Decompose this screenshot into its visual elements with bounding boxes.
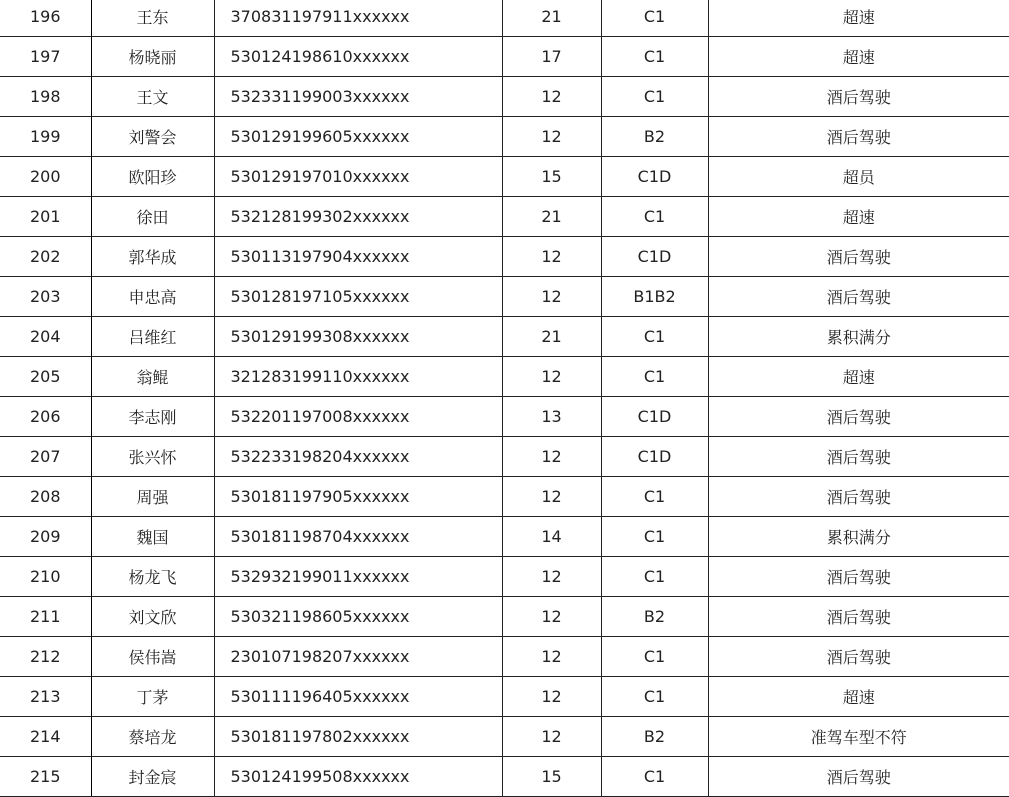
id-number: 530129199605xxxxxx bbox=[214, 117, 502, 157]
table-row bbox=[0, 557, 1009, 597]
violation-reason: 酒后驾驶 bbox=[708, 637, 1009, 677]
violation-reason: 酒后驾驶 bbox=[708, 277, 1009, 317]
license-class: C1 bbox=[601, 357, 708, 397]
table-row bbox=[0, 157, 1009, 197]
driver-name: 郭华成 bbox=[91, 237, 214, 277]
id-number: 530181197905xxxxxx bbox=[214, 477, 502, 517]
id-number: 532128199302xxxxxx bbox=[214, 197, 502, 237]
violation-reason: 超速 bbox=[708, 37, 1009, 77]
table-row bbox=[0, 37, 1009, 77]
license-class: C1 bbox=[601, 317, 708, 357]
row-number: 205 bbox=[0, 357, 91, 397]
violation-reason: 酒后驾驶 bbox=[708, 597, 1009, 637]
penalty-points: 17 bbox=[502, 37, 601, 77]
driver-name: 杨晓丽 bbox=[91, 37, 214, 77]
license-class: C1D bbox=[601, 437, 708, 477]
violation-reason: 超速 bbox=[708, 197, 1009, 237]
penalty-points: 12 bbox=[502, 117, 601, 157]
row-number: 204 bbox=[0, 317, 91, 357]
table-row bbox=[0, 77, 1009, 117]
row-number: 201 bbox=[0, 197, 91, 237]
driver-name: 刘警会 bbox=[91, 117, 214, 157]
row-number: 210 bbox=[0, 557, 91, 597]
id-number: 532932199011xxxxxx bbox=[214, 557, 502, 597]
license-class: B1B2 bbox=[601, 277, 708, 317]
license-class: C1D bbox=[601, 157, 708, 197]
violation-reason: 超速 bbox=[708, 357, 1009, 397]
penalty-points: 12 bbox=[502, 77, 601, 117]
id-number: 530111196405xxxxxx bbox=[214, 677, 502, 717]
license-class: B2 bbox=[601, 597, 708, 637]
row-number: 208 bbox=[0, 477, 91, 517]
id-number: 530113197904xxxxxx bbox=[214, 237, 502, 277]
row-number: 209 bbox=[0, 517, 91, 557]
penalty-points: 12 bbox=[502, 357, 601, 397]
id-number: 530124199508xxxxxx bbox=[214, 757, 502, 797]
driver-name: 蔡培龙 bbox=[91, 717, 214, 757]
violation-reason: 超速 bbox=[708, 677, 1009, 717]
driver-name: 翁鲲 bbox=[91, 357, 214, 397]
row-number: 199 bbox=[0, 117, 91, 157]
violation-reason: 超速 bbox=[708, 0, 1009, 37]
penalty-points: 12 bbox=[502, 277, 601, 317]
violation-reason: 酒后驾驶 bbox=[708, 437, 1009, 477]
row-number: 206 bbox=[0, 397, 91, 437]
license-class: B2 bbox=[601, 117, 708, 157]
violation-reason: 酒后驾驶 bbox=[708, 117, 1009, 157]
license-class: C1 bbox=[601, 477, 708, 517]
id-number: 370831197911xxxxxx bbox=[214, 0, 502, 37]
penalty-points: 12 bbox=[502, 677, 601, 717]
driver-name: 刘文欣 bbox=[91, 597, 214, 637]
table-row bbox=[0, 437, 1009, 477]
row-number: 196 bbox=[0, 0, 91, 37]
penalty-points: 15 bbox=[502, 757, 601, 797]
violation-reason: 超员 bbox=[708, 157, 1009, 197]
driver-name: 徐田 bbox=[91, 197, 214, 237]
violation-reason: 准驾车型不符 bbox=[708, 717, 1009, 757]
violation-reason: 酒后驾驶 bbox=[708, 237, 1009, 277]
row-number: 207 bbox=[0, 437, 91, 477]
id-number: 230107198207xxxxxx bbox=[214, 637, 502, 677]
table-row bbox=[0, 677, 1009, 717]
license-class: C1 bbox=[601, 557, 708, 597]
penalty-points: 13 bbox=[502, 397, 601, 437]
penalty-points: 21 bbox=[502, 197, 601, 237]
table-row bbox=[0, 517, 1009, 557]
penalty-points: 14 bbox=[502, 517, 601, 557]
violation-reason: 酒后驾驶 bbox=[708, 477, 1009, 517]
row-number: 214 bbox=[0, 717, 91, 757]
license-class: C1D bbox=[601, 397, 708, 437]
id-number: 530124198610xxxxxx bbox=[214, 37, 502, 77]
table-row bbox=[0, 0, 1009, 37]
id-number: 532331199003xxxxxx bbox=[214, 77, 502, 117]
penalty-points: 12 bbox=[502, 557, 601, 597]
license-class: C1 bbox=[601, 677, 708, 717]
id-number: 530181197802xxxxxx bbox=[214, 717, 502, 757]
id-number: 530321198605xxxxxx bbox=[214, 597, 502, 637]
row-number: 215 bbox=[0, 757, 91, 797]
row-number: 200 bbox=[0, 157, 91, 197]
row-number: 212 bbox=[0, 637, 91, 677]
row-number: 198 bbox=[0, 77, 91, 117]
license-class: C1 bbox=[601, 0, 708, 37]
id-number: 321283199110xxxxxx bbox=[214, 357, 502, 397]
license-class: C1 bbox=[601, 197, 708, 237]
penalty-points: 12 bbox=[502, 717, 601, 757]
violation-reason: 酒后驾驶 bbox=[708, 397, 1009, 437]
id-number: 532233198204xxxxxx bbox=[214, 437, 502, 477]
violation-reason: 累积满分 bbox=[708, 317, 1009, 357]
table-row bbox=[0, 197, 1009, 237]
id-number: 530129197010xxxxxx bbox=[214, 157, 502, 197]
row-number: 211 bbox=[0, 597, 91, 637]
penalty-points: 12 bbox=[502, 437, 601, 477]
penalty-points: 21 bbox=[502, 317, 601, 357]
penalty-points: 12 bbox=[502, 597, 601, 637]
driver-name: 李志刚 bbox=[91, 397, 214, 437]
driver-name: 周强 bbox=[91, 477, 214, 517]
driver-name: 王文 bbox=[91, 77, 214, 117]
penalty-points: 12 bbox=[502, 477, 601, 517]
penalty-points: 15 bbox=[502, 157, 601, 197]
row-number: 203 bbox=[0, 277, 91, 317]
driver-name: 王东 bbox=[91, 0, 214, 37]
id-number: 530128197105xxxxxx bbox=[214, 277, 502, 317]
driver-name: 杨龙飞 bbox=[91, 557, 214, 597]
violation-reason: 累积满分 bbox=[708, 517, 1009, 557]
table-row bbox=[0, 477, 1009, 517]
driver-name: 吕维红 bbox=[91, 317, 214, 357]
table-row bbox=[0, 237, 1009, 277]
violation-reason: 酒后驾驶 bbox=[708, 77, 1009, 117]
table-row bbox=[0, 117, 1009, 157]
license-class: C1 bbox=[601, 757, 708, 797]
id-number: 530129199308xxxxxx bbox=[214, 317, 502, 357]
penalty-points: 12 bbox=[502, 237, 601, 277]
row-number: 213 bbox=[0, 677, 91, 717]
row-number: 197 bbox=[0, 37, 91, 77]
id-number: 530181198704xxxxxx bbox=[214, 517, 502, 557]
table-row bbox=[0, 317, 1009, 357]
license-class: C1 bbox=[601, 517, 708, 557]
driver-name: 申忠高 bbox=[91, 277, 214, 317]
driver-name: 丁茅 bbox=[91, 677, 214, 717]
license-class: C1 bbox=[601, 37, 708, 77]
violation-reason: 酒后驾驶 bbox=[708, 757, 1009, 797]
table-row bbox=[0, 637, 1009, 677]
driver-name: 侯伟嵩 bbox=[91, 637, 214, 677]
table-row bbox=[0, 597, 1009, 637]
table-row bbox=[0, 357, 1009, 397]
table-row bbox=[0, 277, 1009, 317]
driver-name: 欧阳珍 bbox=[91, 157, 214, 197]
penalty-points: 21 bbox=[502, 0, 601, 37]
license-class: C1 bbox=[601, 637, 708, 677]
penalty-points: 12 bbox=[502, 637, 601, 677]
table-row bbox=[0, 717, 1009, 757]
violation-reason: 酒后驾驶 bbox=[708, 557, 1009, 597]
table-row bbox=[0, 397, 1009, 437]
license-class: C1D bbox=[601, 237, 708, 277]
driver-name: 张兴怀 bbox=[91, 437, 214, 477]
license-class: C1 bbox=[601, 77, 708, 117]
id-number: 532201197008xxxxxx bbox=[214, 397, 502, 437]
license-class: B2 bbox=[601, 717, 708, 757]
driver-name: 封金宸 bbox=[91, 757, 214, 797]
row-number: 202 bbox=[0, 237, 91, 277]
table-row bbox=[0, 757, 1009, 797]
driver-name: 魏国 bbox=[91, 517, 214, 557]
